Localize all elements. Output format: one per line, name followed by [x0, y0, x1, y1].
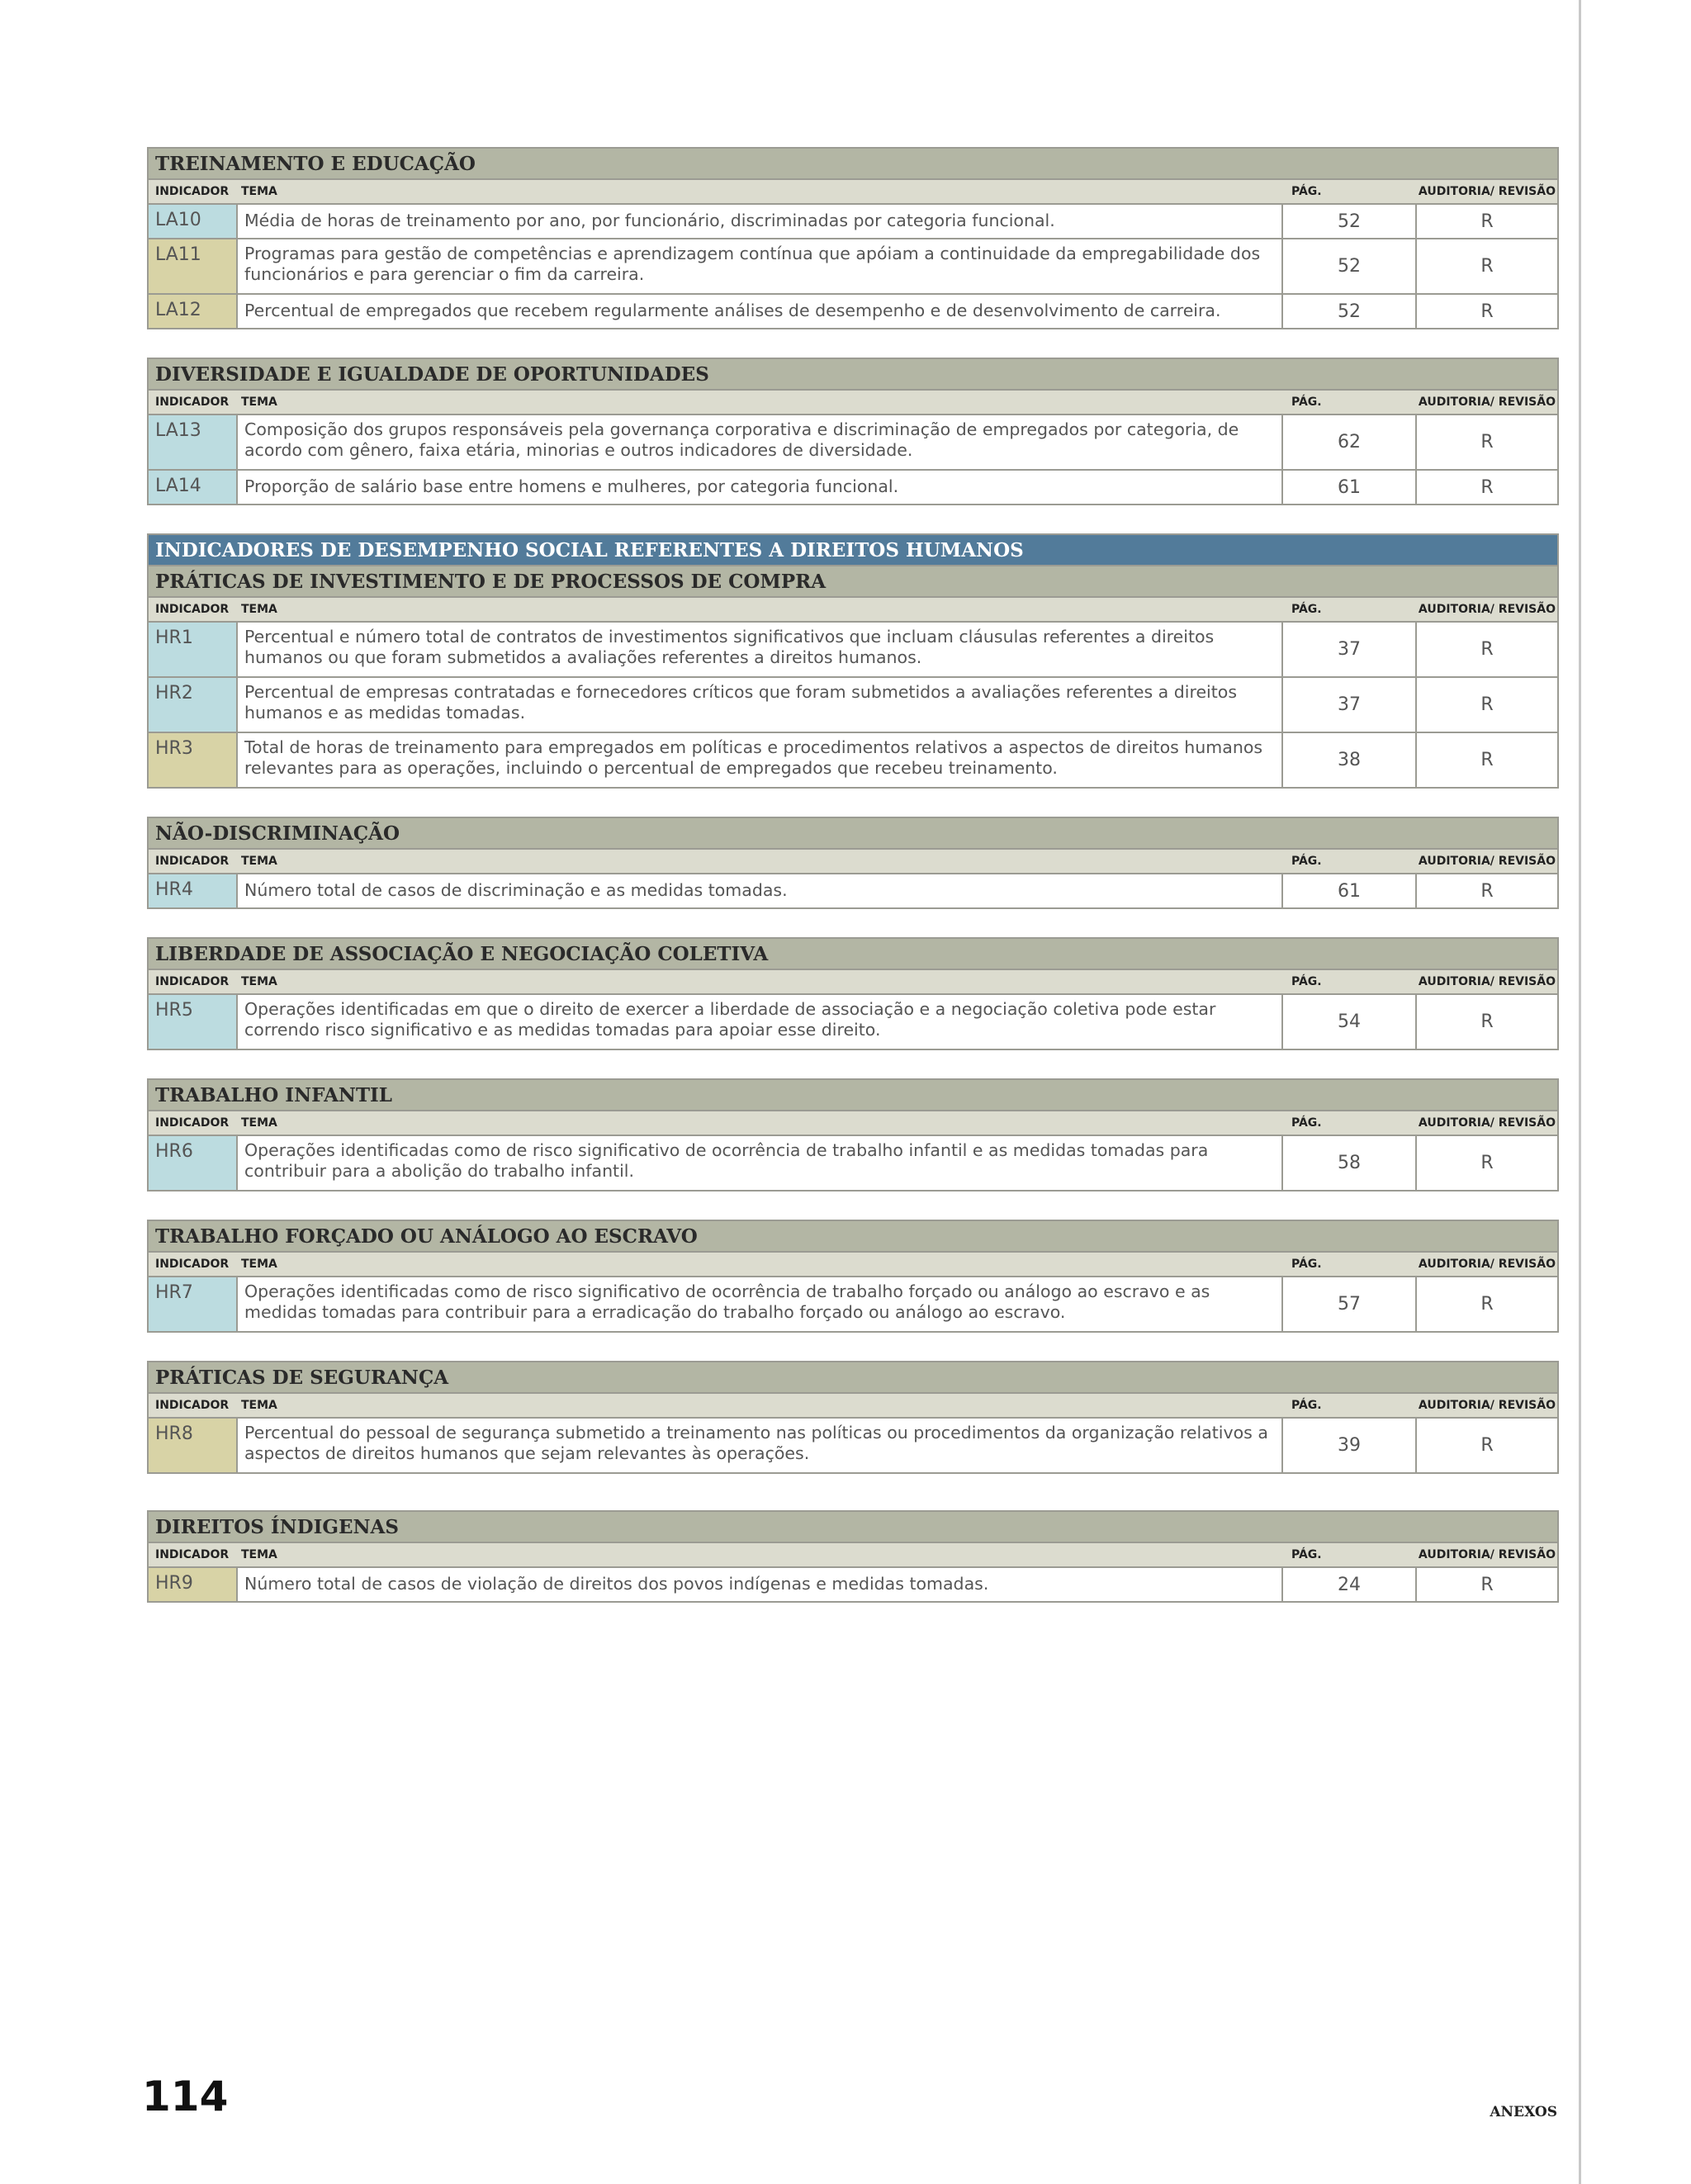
col-auditoria: AUDITORIA/ REVISÃO	[1418, 855, 1556, 868]
indicator-code: HR2	[149, 678, 238, 732]
col-pag: PÁG.	[1291, 1399, 1322, 1412]
audit-status: R	[1480, 256, 1494, 277]
col-indicador: INDICADOR	[155, 1399, 230, 1412]
indicator-theme: Operações identificadas como de risco significativo de ocorrência de trabalho forçado ou análogo ao escravo e as medidas tomadas para contribuir para a erradicação do trabalho forçado ou análogo ao escravo.	[238, 1277, 1283, 1331]
col-indicador: INDICADOR	[155, 1548, 230, 1561]
column-header	[149, 850, 1557, 874]
section-treinamento-educacao	[147, 147, 1559, 329]
page-ref: 37	[1283, 678, 1417, 732]
page-edge-line	[1579, 0, 1581, 2184]
section-praticas-seguranca	[147, 1361, 1559, 1474]
col-auditoria: AUDITORIA/ REVISÃO	[1418, 1548, 1556, 1561]
section-title: PRÁTICAS DE INVESTIMENTO E DE PROCESSOS DE COMPRA	[149, 566, 1557, 598]
col-tema: TEMA	[241, 1548, 277, 1561]
section-title: PRÁTICAS DE SEGURANÇA	[149, 1362, 1557, 1394]
column-header	[149, 1253, 1557, 1277]
indicator-theme: Percentual de empresas contratadas e fornecedores críticos que foram submetidos a avaliações referentes a direitos humanos e as medidas tomadas.	[238, 678, 1283, 732]
col-indicador: INDICADOR	[155, 603, 230, 616]
indicator-theme: Percentual do pessoal de segurança submetido a treinamento nas políticas ou procedimentos da organização relativos a aspectos de direitos humanos que sejam relevantes às operações.	[238, 1419, 1283, 1472]
page-number: 114	[142, 2073, 229, 2120]
table-row	[149, 415, 1557, 471]
column-header	[149, 391, 1557, 415]
column-header	[149, 970, 1557, 995]
indicator-theme: Número total de casos de violação de direitos dos povos indígenas e medidas tomadas.	[238, 1568, 1283, 1601]
section-title: TREINAMENTO E EDUCAÇÃO	[149, 149, 1557, 180]
indicator-code: HR4	[149, 874, 238, 907]
table-row	[149, 1136, 1557, 1191]
table-row	[149, 623, 1557, 678]
col-auditoria: AUDITORIA/ REVISÃO	[1418, 975, 1556, 988]
indicator-theme: Percentual e número total de contratos de investimentos significativos que incluam cláusulas referentes a direitos humanos ou que foram submetidos a avaliações referentes a direitos humanos.	[238, 623, 1283, 676]
audit-status: R	[1480, 1294, 1494, 1315]
table-row	[149, 295, 1557, 329]
section-title: LIBERDADE DE ASSOCIAÇÃO E NEGOCIAÇÃO COLETIVA	[149, 939, 1557, 970]
audit-status: R	[1480, 1574, 1494, 1595]
col-pag: PÁG.	[1291, 975, 1322, 988]
col-tema: TEMA	[241, 975, 277, 988]
audit-status: R	[1480, 880, 1494, 902]
indicator-code: HR1	[149, 623, 238, 676]
category-banner: INDICADORES DE DESEMPENHO SOCIAL REFERENTES A DIREITOS HUMANOS	[149, 535, 1557, 566]
col-tema: TEMA	[241, 1116, 277, 1130]
indicator-code: LA13	[149, 415, 238, 469]
col-indicador: INDICADOR	[155, 1258, 230, 1271]
page-ref: 52	[1283, 239, 1417, 293]
section-title: TRABALHO FORÇADO OU ANÁLOGO AO ESCRAVO	[149, 1221, 1557, 1253]
column-header	[149, 1394, 1557, 1419]
page-ref: 62	[1283, 415, 1417, 469]
audit-status: R	[1480, 694, 1494, 715]
section-trabalho-forcado	[147, 1220, 1559, 1333]
section-diversidade-igualdade	[147, 358, 1559, 505]
audit-status: R	[1480, 301, 1494, 322]
table-row	[149, 678, 1557, 733]
table-row	[149, 733, 1557, 789]
table-row	[149, 1419, 1557, 1474]
section-praticas-investimento	[147, 533, 1559, 789]
section-title: DIREITOS ÍNDIGENAS	[149, 1512, 1557, 1543]
col-auditoria: AUDITORIA/ REVISÃO	[1418, 1116, 1556, 1130]
table-row	[149, 471, 1557, 505]
col-auditoria: AUDITORIA/ REVISÃO	[1418, 185, 1556, 198]
audit-status: R	[1480, 750, 1494, 770]
indicator-code: HR7	[149, 1277, 238, 1331]
col-auditoria: AUDITORIA/ REVISÃO	[1418, 603, 1556, 616]
audit-status: R	[1480, 1011, 1494, 1032]
col-auditoria: AUDITORIA/ REVISÃO	[1418, 396, 1556, 409]
indicator-theme: Média de horas de treinamento por ano, por funcionário, discriminadas por categoria funcional.	[238, 205, 1283, 238]
col-pag: PÁG.	[1291, 396, 1322, 409]
indicator-theme: Percentual de empregados que recebem regularmente análises de desempenho e de desenvolvimento de carreira.	[238, 295, 1283, 328]
col-tema: TEMA	[241, 1399, 277, 1412]
indicator-code: LA14	[149, 471, 238, 504]
page-ref: 54	[1283, 995, 1417, 1049]
column-header	[149, 180, 1557, 205]
col-tema: TEMA	[241, 185, 277, 198]
indicator-code: HR5	[149, 995, 238, 1049]
indicator-code: LA12	[149, 295, 238, 328]
indicator-code: LA10	[149, 205, 238, 238]
col-indicador: INDICADOR	[155, 855, 230, 868]
section-title: DIVERSIDADE E IGUALDADE DE OPORTUNIDADES	[149, 359, 1557, 391]
section-trabalho-infantil	[147, 1078, 1559, 1191]
col-indicador: INDICADOR	[155, 185, 230, 198]
indicator-code: HR9	[149, 1568, 238, 1601]
col-tema: TEMA	[241, 603, 277, 616]
indicator-theme: Operações identificadas em que o direito de exercer a liberdade de associação e a negociação coletiva pode estar correndo risco significativo e as medidas tomadas para apoiar esse direito.	[238, 995, 1283, 1049]
indicator-theme: Operações identificadas como de risco significativo de ocorrência de trabalho infantil e as medidas tomadas para contribuir para a abolição do trabalho infantil.	[238, 1136, 1283, 1190]
col-pag: PÁG.	[1291, 603, 1322, 616]
indicator-code: HR6	[149, 1136, 238, 1190]
col-indicador: INDICADOR	[155, 1116, 230, 1130]
table-row	[149, 995, 1557, 1050]
indicator-code: HR3	[149, 733, 238, 787]
col-indicador: INDICADOR	[155, 975, 230, 988]
col-pag: PÁG.	[1291, 1258, 1322, 1271]
page-ref: 58	[1283, 1136, 1417, 1190]
col-pag: PÁG.	[1291, 855, 1322, 868]
audit-status: R	[1480, 1435, 1494, 1456]
indicator-theme: Número total de casos de discriminação e as medidas tomadas.	[238, 874, 1283, 907]
page-ref: 37	[1283, 623, 1417, 676]
col-pag: PÁG.	[1291, 185, 1322, 198]
audit-status: R	[1480, 211, 1494, 232]
indicator-theme: Total de horas de treinamento para empregados em políticas e procedimentos relativos a aspectos de direitos humanos relevantes para as operações, incluindo o percentual de empregados que recebeu treinamento.	[238, 733, 1283, 787]
page-ref: 61	[1283, 874, 1417, 907]
column-header	[149, 598, 1557, 623]
section-liberdade-associacao	[147, 937, 1559, 1050]
section-footer-label: ANEXOS	[1490, 2104, 1557, 2120]
section-title: TRABALHO INFANTIL	[149, 1080, 1557, 1111]
col-indicador: INDICADOR	[155, 396, 230, 409]
indicator-code: HR8	[149, 1419, 238, 1472]
col-auditoria: AUDITORIA/ REVISÃO	[1418, 1258, 1556, 1271]
column-header	[149, 1543, 1557, 1568]
col-tema: TEMA	[241, 396, 277, 409]
section-direitos-indigenas	[147, 1510, 1559, 1603]
table-row	[149, 1277, 1557, 1333]
audit-status: R	[1480, 1153, 1494, 1173]
page-ref: 39	[1283, 1419, 1417, 1472]
indicator-theme: Composição dos grupos responsáveis pela governança corporativa e discriminação de empregados por categoria, de acordo com gênero, faixa etária, minorias e outros indicadores de diversidade.	[238, 415, 1283, 469]
page-ref: 38	[1283, 733, 1417, 787]
table-row	[149, 205, 1557, 239]
page-ref: 52	[1283, 295, 1417, 328]
gri-index-tables	[147, 147, 1559, 1631]
audit-status: R	[1480, 476, 1494, 498]
indicator-theme: Proporção de salário base entre homens e mulheres, por categoria funcional.	[238, 471, 1283, 504]
page-ref: 24	[1283, 1568, 1417, 1601]
section-title: NÃO-DISCRIMINAÇÃO	[149, 818, 1557, 850]
page-ref: 61	[1283, 471, 1417, 504]
col-pag: PÁG.	[1291, 1548, 1322, 1561]
page-ref: 52	[1283, 205, 1417, 238]
section-nao-discriminacao	[147, 817, 1559, 909]
col-tema: TEMA	[241, 855, 277, 868]
col-tema: TEMA	[241, 1258, 277, 1271]
audit-status: R	[1480, 432, 1494, 452]
table-row	[149, 239, 1557, 295]
column-header	[149, 1111, 1557, 1136]
audit-status: R	[1480, 639, 1494, 660]
col-auditoria: AUDITORIA/ REVISÃO	[1418, 1399, 1556, 1412]
indicator-code: LA11	[149, 239, 238, 293]
indicator-theme: Programas para gestão de competências e aprendizagem contínua que apóiam a continuidade da empregabilidade dos funcionários e para gerenciar o fim da carreira.	[238, 239, 1283, 293]
page-ref: 57	[1283, 1277, 1417, 1331]
table-row	[149, 1568, 1557, 1603]
table-row	[149, 874, 1557, 909]
col-pag: PÁG.	[1291, 1116, 1322, 1130]
